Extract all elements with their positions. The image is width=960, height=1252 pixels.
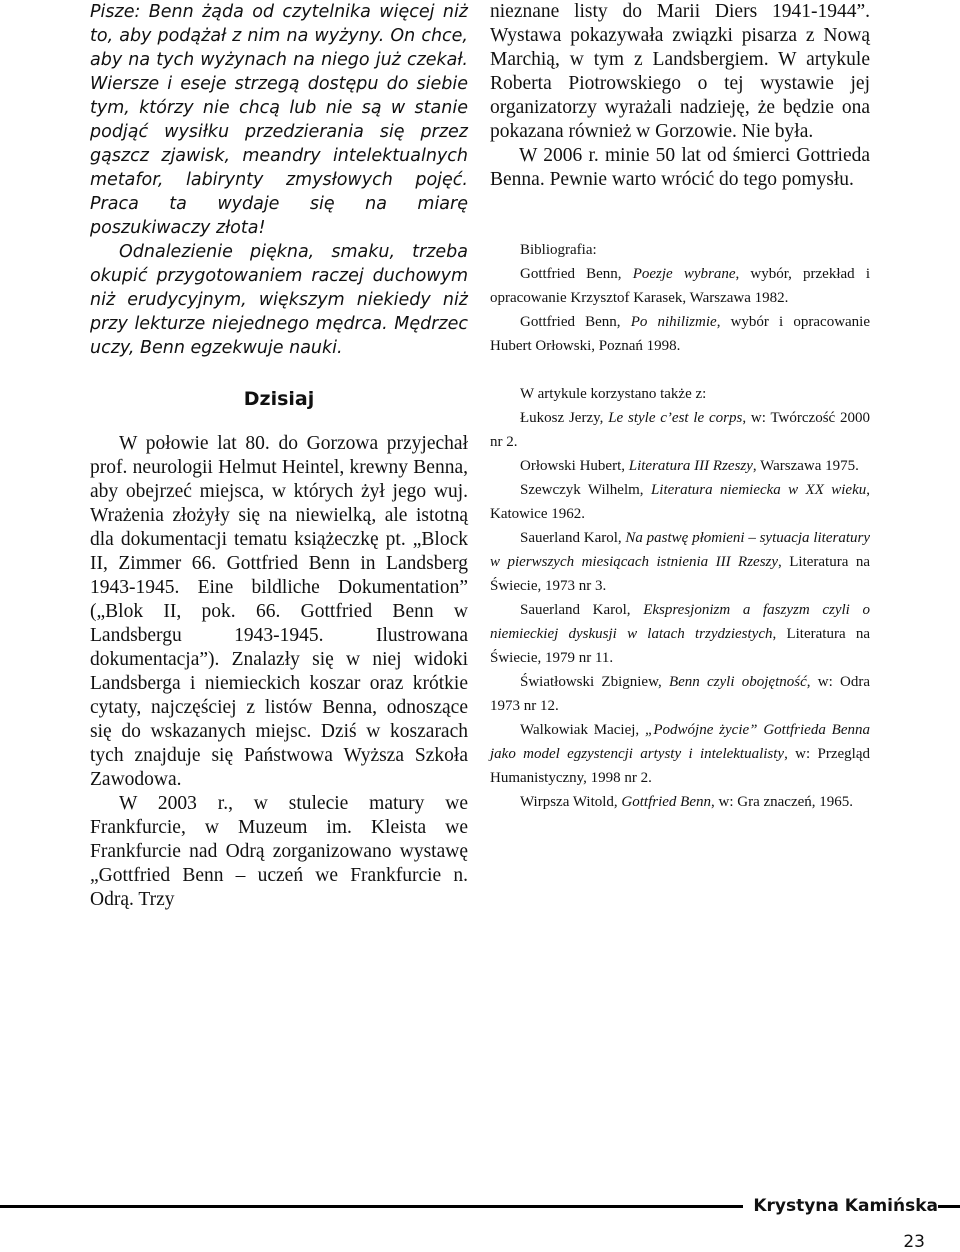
reference-entry: [490, 454, 870, 478]
italic-paragraph-2: Odnalezienie piękna, smaku, trzeba okupić przygotowaniem raczej duchowym niż erudycyjnym, większym niekiedy niż przy lekturze niejednego mędrca. Mędrzec uczy, Benn egzekwuje nauki.: [90, 242, 468, 358]
reference-title: „Podwójne życie” Gottfrieda Benna jako model egzystencji artysty i intelektualisty: [490, 722, 870, 762]
reference-author: Sauerland Karol,: [520, 530, 626, 546]
sources-list: [490, 406, 870, 814]
reference-entry: [490, 790, 870, 814]
reference-entry: [490, 598, 870, 670]
reference-author: Światłowski Zbigniew,: [520, 674, 669, 690]
reference-entry: [490, 262, 870, 310]
author-name: Krystyna Kamińska: [743, 1196, 938, 1216]
italic-paragraph-1: Pisze: Benn żąda od czytelnika więcej niż to, aby podążał z nim na wyżyny. On chce, aby na tych wyżynach na niego już czekał. Wiersze i eseje strzegą dostępu do siebie tym, którzy nie chcą lub nie są w stanie podjąć wysiłku przedzierania się przez gąszcz zjawisk, meandry intelektualnych metafor, labirynty zmysłowych pojęć. Praca ta wydaje się na miarę poszukiwaczy złota!: [90, 2, 468, 238]
left-column: [90, 0, 468, 912]
reference-details: , Warszawa 1975.: [752, 458, 859, 474]
reference-title: Gottfried Benn: [621, 794, 711, 810]
bibliography-label: Bibliografia:: [520, 242, 597, 258]
reference-details: , Literatura na Świecie, 1973 nr 3.: [490, 554, 870, 594]
section-heading: Dzisiaj: [243, 388, 315, 410]
footer-rule: [0, 1196, 960, 1216]
page-number: 23: [903, 1232, 925, 1252]
reference-details: , wybór i opracowanie Hubert Orłowski, Poznań 1998.: [490, 314, 871, 354]
reference-details: , wybór, przekład i opracowanie Krzysztof Karasek, Warszawa 1982.: [490, 266, 870, 306]
reference-title: Ekspresjonizm a faszyzm czyli o niemieckiej dyskusji w latach trzydziestych: [490, 602, 870, 642]
reference-title: Benn czyli obojętność: [668, 674, 807, 690]
reference-entry: [490, 478, 870, 526]
reference-entry: [490, 406, 870, 454]
body-paragraph-continued: nieznane listy do Marii Diers 1941-1944”. Wystawa pokazywała związki pisarza z Nową Marchią, w tym z Landsbergiem. W artykule Roberta Piotrowskiego o tej wystawie jej organizatorzy wyrażali nadzieję, że będzie ona pokazana również w Gorzowie. Nie była.: [490, 1, 870, 142]
reference-entry: [490, 718, 870, 790]
reference-details: , w: Odra 1973 nr 12.: [490, 674, 871, 714]
reference-details: , w: Przegląd Humanistyczny, 1998 nr 2.: [490, 746, 870, 786]
reference-author: Gottfried Benn,: [520, 266, 633, 282]
reference-details: , Katowice 1962.: [490, 482, 871, 522]
reference-author: Walkowiak Maciej,: [520, 722, 646, 738]
reference-author: Łukosz Jerzy,: [520, 410, 609, 426]
body-paragraph-2: W 2003 r., w stulecie matury we Frankfurcie, w Muzeum im. Kleista we Frankfurcie nad Odrą zorganizowano wystawę „Gottfried Benn – uczeń we Frankfurcie n. Odrą. Trzy: [90, 793, 468, 910]
reference-entry: [490, 526, 870, 598]
reference-author: Gottfried Benn,: [520, 314, 631, 330]
reference-details: , w: Twórczość 2000 nr 2.: [490, 410, 870, 450]
body-paragraph-final: W 2006 r. minie 50 lat od śmierci Gottrieda Benna. Pewnie warto wrócić do tego pomysłu.: [490, 145, 870, 190]
reference-title: Literatura III Rzeszy: [628, 458, 753, 474]
reference-title: Literatura niemiecka w XX wieku: [650, 482, 867, 498]
reference-author: Orłowski Hubert,: [520, 458, 629, 474]
reference-title: Na pastwę płomieni – sytuacja literatury w pierwszych miesiącach istnienia III Rzeszy: [490, 530, 870, 570]
reference-details: , w: Gra znaczeń, 1965.: [711, 794, 854, 810]
reference-details: , Literatura na Świecie, 1979 nr 11.: [490, 626, 870, 666]
sources-label: W artykule korzystano także z:: [520, 386, 707, 402]
reference-title: Poezje wybrane: [632, 266, 736, 282]
reference-author: Sauerland Karol,: [520, 602, 644, 618]
reference-author: Wirpsza Witold,: [520, 794, 622, 810]
reference-author: Szewczyk Wilhelm,: [520, 482, 651, 498]
bibliography-list: [490, 262, 870, 358]
reference-entry: [490, 670, 870, 718]
reference-title: Le style c’est le corps: [608, 410, 743, 426]
body-paragraph-1: W połowie lat 80. do Gorzowa przyjechał prof. neurologii Helmut Heintel, krewny Benna, aby obejrzeć miejsca, w których żył jego wuj. Wrażenia złożyły się na niewielką, ale istotną dla dokumentacji tematu książeczkę pt. „Block II, Zimmer 66. Gottfried Benn in Landsberg 1943-1945. Eine bildliche Dokumentation” („Blok II, pok. 66. Gottfried Benn w Landsbergu 1943-1945. Ilustrowana dokumentacja”). Znalazły się w niej widoki Landsberga i niemieckich koszar oraz krótkie cytaty, najczęściej z listów Benna, odnoszące się do wskazanych miejsc. Dziś w koszarach tych znajduje się Państwowa Wyższa Szkoła Zawodowa.: [90, 433, 468, 790]
reference-entry: [490, 310, 870, 358]
reference-title: Po nihilizmie: [630, 314, 717, 330]
right-column: [490, 0, 870, 814]
